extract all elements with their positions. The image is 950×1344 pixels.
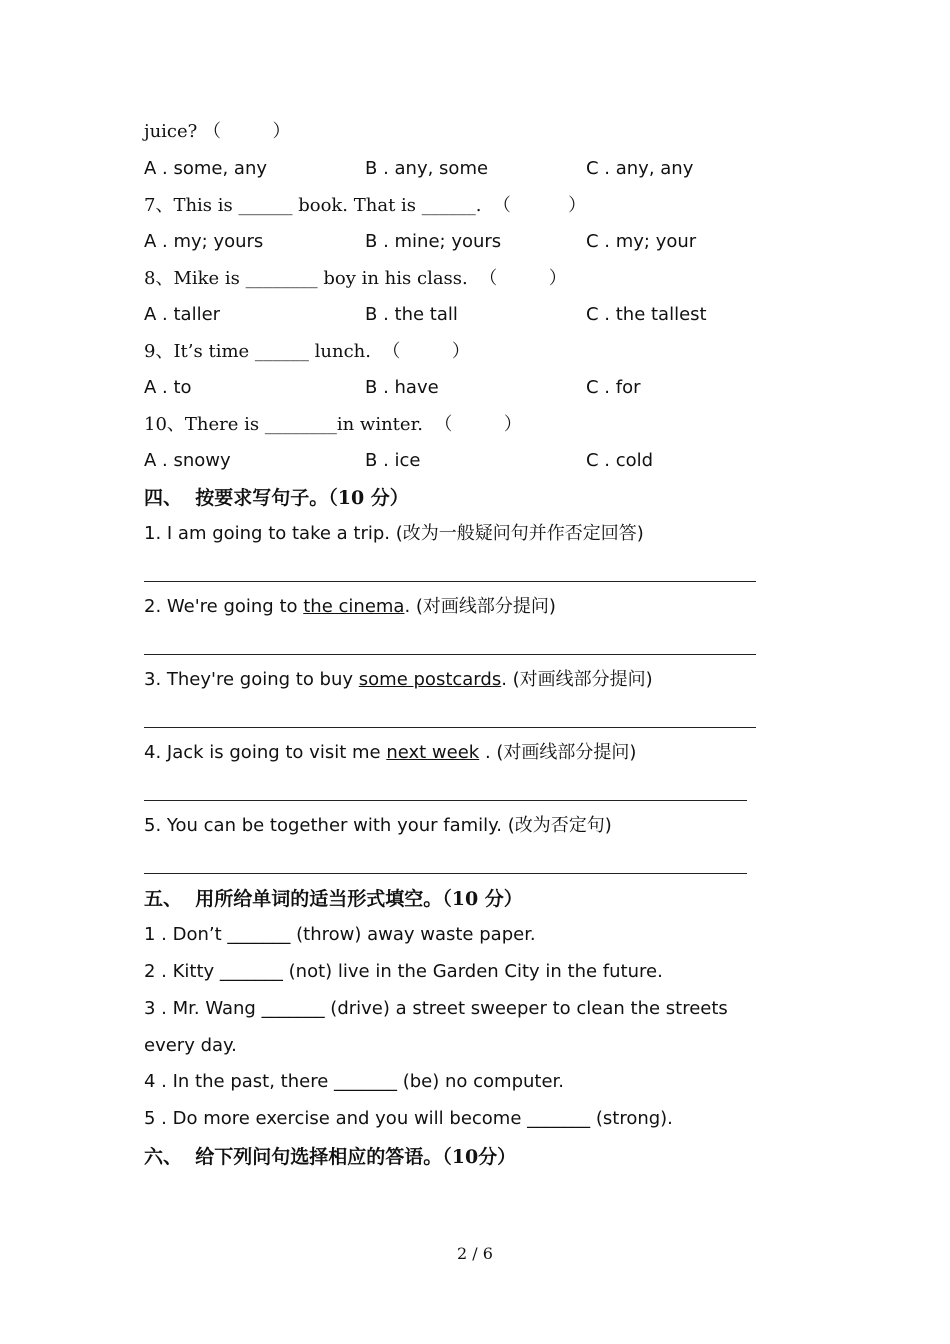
q9-option-c: C . for — [586, 377, 641, 398]
question-7: 7、This is ______ book. That is ______. （ ） — [144, 195, 587, 216]
question-8: 8、Mike is ________ boy in his class. （ ） — [144, 268, 567, 289]
underlined-phrase: the cinema — [303, 596, 405, 617]
fill-item-1: 1 . Don’t _______ (throw) away waste paper. — [144, 924, 536, 945]
underlined-phrase: some postcards — [358, 669, 502, 690]
question-9: 9、It’s time ______ lunch. （ ） — [144, 341, 470, 362]
page-number: 2 / 6 — [457, 1244, 493, 1263]
fill-item-3-continued: every day. — [144, 1035, 237, 1056]
section-5-heading: 五、 用所给单词的适当形式填空。（10 分） — [144, 888, 523, 910]
q7-option-c: C . my; your — [586, 231, 697, 252]
q6-option-a: A . some, any — [144, 158, 268, 179]
q6-option-b: B . any, some — [365, 158, 489, 179]
rewrite-item-3: 3. They're going to buy some postcards. (对画线部分提问) — [144, 669, 653, 690]
q8-option-b: B . the tall — [365, 304, 458, 325]
rewrite-item-2: 2. We're going to the cinema. (对画线部分提问) — [144, 596, 556, 617]
q10-option-a: A . snowy — [144, 450, 231, 471]
q9-option-b: B . have — [365, 377, 439, 398]
fill-item-5: 5 . Do more exercise and you will become _______ (strong). — [144, 1108, 673, 1129]
rewrite-item-4: 4. Jack is going to visit me next week . (对画线部分提问) — [144, 742, 637, 763]
q6-option-c: C . any, any — [586, 158, 694, 179]
answer-line-3[interactable] — [144, 727, 756, 728]
q9-option-a: A . to — [144, 377, 192, 398]
question-6-tail: juice? （ ） — [144, 121, 291, 142]
answer-line-2[interactable] — [144, 654, 756, 655]
answer-line-5[interactable] — [144, 873, 747, 874]
answer-line-1[interactable] — [144, 581, 756, 582]
q10-option-c: C . cold — [586, 450, 654, 471]
q7-option-b: B . mine; yours — [365, 231, 502, 252]
section-6-heading: 六、 给下列问句选择相应的答语。（10分） — [144, 1146, 517, 1168]
rewrite-item-5: 5. You can be together with your family. (改为否定句) — [144, 815, 612, 836]
fill-item-3: 3 . Mr. Wang _______ (drive) a street sweeper to clean the streets — [144, 998, 728, 1019]
answer-line-4[interactable] — [144, 800, 747, 801]
q8-option-a: A . taller — [144, 304, 221, 325]
rewrite-item-1: 1. I am going to take a trip. (改为一般疑问句并作否定回答) — [144, 523, 644, 544]
fill-item-2: 2 . Kitty _______ (not) live in the Garden City in the future. — [144, 961, 663, 982]
underlined-phrase: next week — [386, 742, 480, 763]
question-10: 10、There is ________in winter. （ ） — [144, 414, 522, 435]
fill-item-4: 4 . In the past, there _______ (be) no computer. — [144, 1071, 565, 1092]
section-4-heading: 四、 按要求写句子。（10 分） — [144, 487, 409, 509]
q7-option-a: A . my; yours — [144, 231, 264, 252]
q8-option-c: C . the tallest — [586, 304, 707, 325]
q10-option-b: B . ice — [365, 450, 421, 471]
